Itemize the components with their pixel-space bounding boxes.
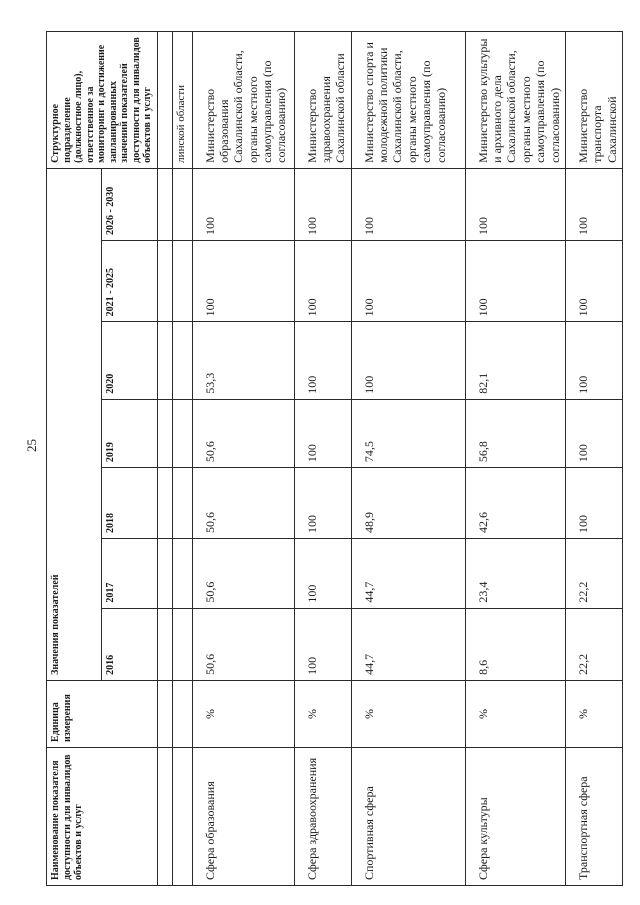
responsible-cell: Министерство культуры и архивного дела Сахалинской области, органы местного самоуправления (по согласованию) xyxy=(465,32,565,169)
value-cell: 44,7 xyxy=(351,539,465,609)
blank-spacer-row xyxy=(157,32,172,886)
header-year: 2026 - 2030 xyxy=(102,168,157,240)
rotated-table-container xyxy=(46,31,640,886)
value-cell: 100 xyxy=(294,539,351,609)
value-cell: 100 xyxy=(351,322,465,399)
value-cell: 100 xyxy=(351,241,465,322)
value-cell: 42,6 xyxy=(465,468,565,539)
value-cell: 50,6 xyxy=(192,399,294,467)
value-cell: 100 xyxy=(294,608,351,680)
carry-over-row xyxy=(172,32,192,886)
header-year: 2018 xyxy=(102,468,157,539)
value-cell: 74,5 xyxy=(351,399,465,467)
value-cell: 100 xyxy=(566,168,623,240)
value-cell: 100 xyxy=(566,399,623,467)
value-cell: 22,2 xyxy=(566,608,623,680)
header-year: 2017 xyxy=(102,539,157,609)
table-row xyxy=(294,32,351,886)
value-cell: 100 xyxy=(351,168,465,240)
indicator-name: Спортивная сфера xyxy=(351,747,465,885)
indicator-name: Сфера здравоохранения xyxy=(294,747,351,885)
header-responsible: Структурное подразделение (должностное лицо), ответственное за мониторинг и достижение запланированных значений показателей доступности для инвалидов объектов и услуг xyxy=(47,32,158,169)
header-unit: Единица измерения xyxy=(47,680,158,747)
responsible-cell: Министерство транспорта Сахалинской xyxy=(566,32,623,169)
unit-cell: % xyxy=(465,680,565,747)
value-cell: 100 xyxy=(192,168,294,240)
value-cell: 100 xyxy=(566,468,623,539)
value-cell: 53,3 xyxy=(192,322,294,399)
value-cell: 100 xyxy=(192,241,294,322)
value-cell: 100 xyxy=(294,241,351,322)
indicator-name: Сфера культуры xyxy=(465,747,565,885)
unit-cell: % xyxy=(294,680,351,747)
header-year: 2016 xyxy=(102,608,157,680)
value-cell: 44,7 xyxy=(351,608,465,680)
value-cell: 100 xyxy=(294,322,351,399)
responsible-cell: Министерство спорта и молодежной политики Сахалинской области, органы местного самоуправления (по согласованию) xyxy=(351,32,465,169)
unit-cell: % xyxy=(192,680,294,747)
accessibility-indicators-table xyxy=(46,31,623,886)
responsible-cell: Министерство образования Сахалинской области, органы местного самоуправления (по согласованию) xyxy=(192,32,294,169)
value-cell: 100 xyxy=(294,168,351,240)
carry-over-text: линской области xyxy=(172,32,192,169)
unit-cell: % xyxy=(351,680,465,747)
value-cell: 82,1 xyxy=(465,322,565,399)
value-cell: 48,9 xyxy=(351,468,465,539)
table-row xyxy=(465,32,565,886)
value-cell: 22,2 xyxy=(566,539,623,609)
page-number: 25 xyxy=(24,439,39,452)
value-cell: 50,6 xyxy=(192,468,294,539)
value-cell: 8,6 xyxy=(465,608,565,680)
indicator-name: Сфера образования xyxy=(192,747,294,885)
table-row xyxy=(566,32,623,886)
value-cell: 100 xyxy=(294,399,351,467)
header-year: 2021 - 2025 xyxy=(102,241,157,322)
value-cell: 100 xyxy=(294,468,351,539)
value-cell: 100 xyxy=(465,168,565,240)
header-indicator-name: Наименование показателя доступности для инвалидов объектов и услуг xyxy=(47,747,158,885)
table-row xyxy=(351,32,465,886)
indicator-name: Транспортная сфера xyxy=(566,747,623,885)
value-cell: 100 xyxy=(465,241,565,322)
value-cell: 100 xyxy=(566,322,623,399)
value-cell: 50,6 xyxy=(192,539,294,609)
responsible-cell: Министерство здравоохранения Сахалинской области xyxy=(294,32,351,169)
header-values-group: Значения показателей xyxy=(47,168,102,680)
value-cell: 50,6 xyxy=(192,608,294,680)
value-cell: 56,8 xyxy=(465,399,565,467)
value-cell: 100 xyxy=(566,241,623,322)
value-cell: 23,4 xyxy=(465,539,565,609)
header-year: 2019 xyxy=(102,399,157,467)
table-row xyxy=(192,32,294,886)
header-row xyxy=(47,32,102,886)
header-year: 2020 xyxy=(102,322,157,399)
unit-cell: % xyxy=(566,680,623,747)
